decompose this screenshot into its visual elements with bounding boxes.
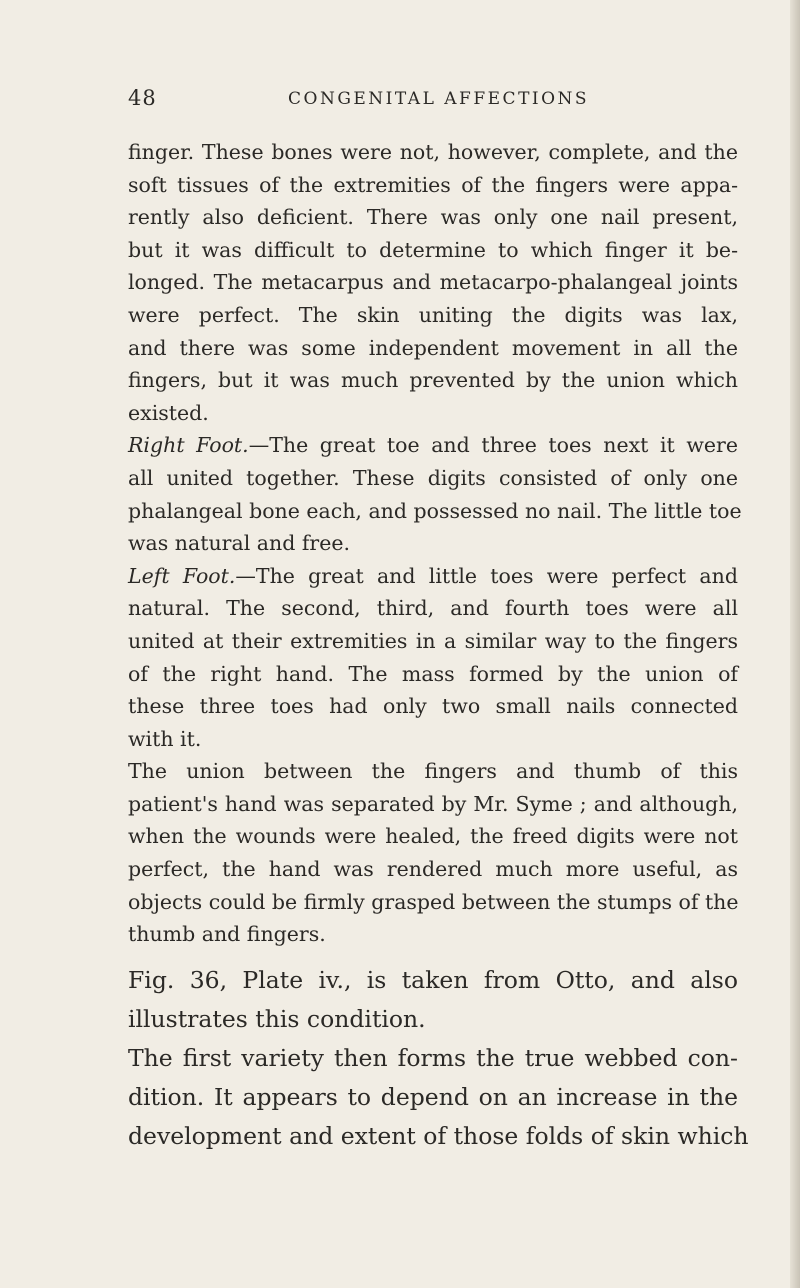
text-line: united at their extremities in a similar way to the fingers xyxy=(128,628,738,653)
text-line xyxy=(128,560,738,593)
text-line: thumb and fingers. xyxy=(128,922,326,947)
text-line: but it was difficult to determine to which finger it be- xyxy=(128,237,738,262)
text-line: rently also deficient. There was only one nail present, xyxy=(128,205,738,230)
text-line: perfect, the hand was rendered much more useful, as xyxy=(128,857,738,882)
paragraph-fig-36 xyxy=(128,961,738,1039)
spacer xyxy=(128,951,738,961)
text-line: development and extent of those folds of skin which xyxy=(128,1121,749,1150)
paragraph-right-foot xyxy=(128,429,742,559)
text-run: —The great toe and three toes next it were xyxy=(248,433,738,458)
text-line: The union between the fingers and thumb of this xyxy=(128,759,738,784)
text-line: Fig. 36, Plate iv., is taken from Otto, and also xyxy=(128,965,738,994)
text-line: with it. xyxy=(128,726,202,751)
text-line: illustrates this condition. xyxy=(128,1004,426,1033)
text-line: of the right hand. The mass formed by the union of xyxy=(128,661,738,686)
running-title: CONGENITAL AFFECTIONS xyxy=(288,89,590,109)
text-line xyxy=(128,429,738,462)
text-line: natural. The second, third, and fourth toes were all xyxy=(128,596,738,621)
page-edge-shadow xyxy=(790,0,800,1288)
text-line: and there was some independent movement in all the xyxy=(128,335,738,360)
text-line: was natural and free. xyxy=(128,531,350,556)
text-line: fingers, but it was much prevented by the union which xyxy=(128,368,738,393)
running-head xyxy=(128,86,738,116)
text-line: soft tissues of the extremities of the fingers were appa- xyxy=(128,172,738,197)
text-line: all united together. These digits consisted of only one xyxy=(128,465,738,490)
body-text xyxy=(128,136,749,1156)
text-run: —The great and little toes were perfect and xyxy=(235,563,738,588)
section-label-left-foot: Left Foot. xyxy=(128,563,236,588)
text-line: dition. It appears to depend on an increase in the xyxy=(128,1082,738,1111)
text-line: finger. These bones were not, however, complete, and the xyxy=(128,140,738,164)
paragraph-left-foot xyxy=(128,560,738,756)
text-line: The first variety then forms the true webbed con- xyxy=(128,1043,738,1072)
text-line: longed. The metacarpus and metacarpo-phalangeal joints xyxy=(128,270,738,295)
section-label-right-foot: Right Foot. xyxy=(128,433,249,458)
text-line: were perfect. The skin uniting the digits was lax, xyxy=(128,302,738,327)
text-line: these three toes had only two small nails connected xyxy=(128,694,738,719)
paragraph-finger-bones xyxy=(128,136,738,429)
page-number: 48 xyxy=(128,86,157,110)
paragraph-syme-operation xyxy=(128,755,738,951)
text-line: patient's hand was separated by Mr. Syme ; and although, xyxy=(128,791,738,816)
text-line: existed. xyxy=(128,400,209,425)
text-line: phalangeal bone each, and possessed no nail. The little toe xyxy=(128,498,742,523)
text-line: when the wounds were healed, the freed digits were not xyxy=(128,824,738,849)
text-line: objects could be firmly grasped between the stumps of the xyxy=(128,889,739,914)
paragraph-webbed-condition xyxy=(128,1039,749,1156)
